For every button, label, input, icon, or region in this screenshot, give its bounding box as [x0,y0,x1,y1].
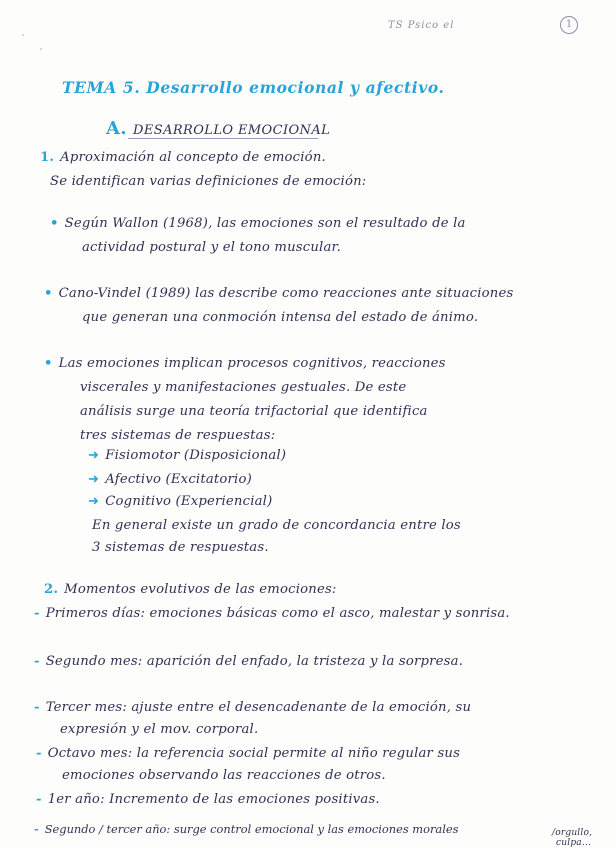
section-2-title: Momentos evolutivos de las emociones: [64,582,337,597]
stage-item-continuation: emociones observando las reacciones de otros. [62,768,386,783]
header-note: TS Psico el [388,20,455,31]
bullet-cano-line-2: que generan una conmoción intensa del estado de ánimo. [82,310,479,325]
conclusion-line-1: En general existe un grado de concordancia entre los [92,518,461,533]
stage-item-continuation: /orgullo, [552,828,593,838]
bullet-dash: - [34,822,39,836]
section-1-title: Aproximación al concepto de emoción. [60,150,326,165]
bullet-dot: • [44,286,53,301]
stage-item-continuation: expresión y el mov. corporal. [60,722,259,737]
bullet-dot: • [44,356,53,371]
stage-item [36,746,460,761]
stage-item [34,822,458,836]
bullet-text: Según Wallon (1968), las emociones son el resultado de la [64,216,466,231]
section-a-letter: A. [106,118,128,139]
stage-text: Segundo mes: aparición del enfado, la tristeza y la sorpresa. [45,654,464,669]
stage-text: 1er año: Incremento de las emociones positivas. [47,792,380,807]
bullet-wallon-line-1 [50,216,466,231]
paper-speck [22,34,24,36]
stage-text: Primeros días: emociones básicas como el asco, malestar y sonrisa. [45,606,510,621]
bullet-wallon-line-2: actividad postural y el tono muscular. [82,240,341,255]
system-item [88,448,286,463]
bullet-text: Las emociones implican procesos cognitivos, reacciones [58,356,446,371]
bullet-dash: - [34,700,40,715]
section-a-heading [106,118,330,139]
bullet-dot: • [50,216,59,231]
system-label: Afectivo (Excitatorio) [105,472,252,487]
stage-item [36,792,380,807]
system-label: Cognitivo (Experiencial) [105,494,273,509]
arrow-right-icon: ➜ [88,472,100,487]
arrow-right-icon: ➜ [88,494,100,509]
stage-item [34,700,471,715]
system-item [88,494,272,509]
section-a-label: DESARROLLO EMOCIONAL [133,123,331,138]
conclusion-line-2: 3 sistemas de respuestas. [92,540,269,555]
bullet-cano-line-1 [44,286,513,301]
section-a-underline [128,138,318,139]
stage-text: Segundo / tercer año: surge control emocional y las emociones morales [44,822,459,836]
stage-item [34,654,463,669]
bullet-trifactorial-line-3: análisis surge una teoría trifactorial que identifica [80,404,428,419]
bullet-dash: - [34,654,40,669]
section-1-heading [40,150,326,165]
bullet-trifactorial-line-4: tres sistemas de respuestas: [80,428,276,443]
section-1-number: 1. [40,150,55,165]
stage-item [34,606,510,621]
section-2-number: 2. [44,582,59,597]
stage-text: Octavo mes: la referencia social permite al niño regular sus [47,746,461,761]
section-1-intro: Se identifican varias definiciones de emoción: [50,174,367,189]
bullet-dash: - [36,746,42,761]
page-title: TEMA 5. Desarrollo emocional y afectivo. [62,78,445,97]
bullet-dash: - [34,606,40,621]
stage-item-continuation: culpa... [556,838,592,848]
section-2-heading [44,582,337,597]
system-label: Fisiomotor (Disposicional) [105,448,287,463]
bullet-trifactorial-line-1 [44,356,446,371]
paper-speck [40,48,42,50]
page-number-circle: 1 [560,16,578,34]
bullet-text: Cano-Vindel (1989) las describe como reacciones ante situaciones [58,286,514,301]
stage-text: Tercer mes: ajuste entre el desencadenante de la emoción, su [45,700,472,715]
bullet-trifactorial-line-2: viscerales y manifestaciones gestuales. De este [80,380,407,395]
system-item [88,472,252,487]
bullet-dash: - [36,792,42,807]
arrow-right-icon: ➜ [88,448,100,463]
